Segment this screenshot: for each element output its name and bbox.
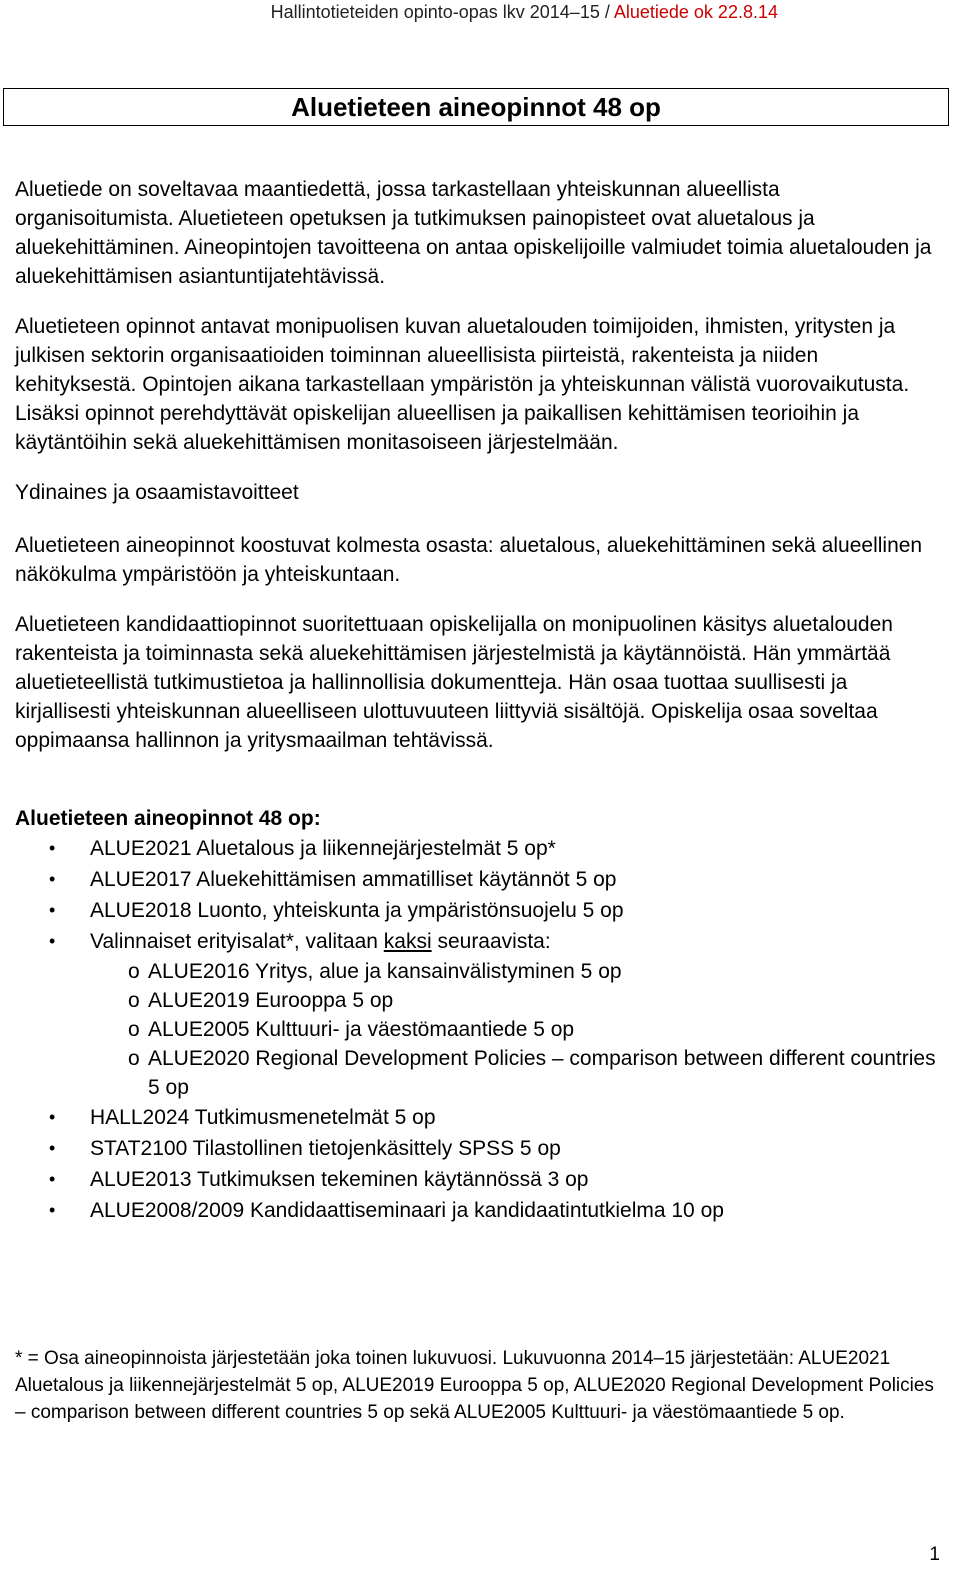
bullet-icon: • [49,1169,56,1189]
circle-bullet-icon: o [128,1047,140,1070]
course-text: ALUE2005 Kulttuuri- ja väestömaantiede 5 op [148,1018,575,1041]
learning-outcomes-paragraph: Aluetieteen kandidaattiopinnot suoritettuaan opiskelijalla on monipuolinen käsitys aluetalouden rakenteista ja toiminnasta sekä aluekehittämisen järjestelmistä ja käytännöistä. Hän ymmärtää aluetieteellistä tutkimustietoa ja hallinnollisia dokumentteja. Hän osaa tuottaa suullisesti ja kirjallisesti yhteiskunnan alueelliseen ulottuvuuteen liittyviä sisältöjä. Opiskelija osaa soveltaa oppimaansa hallinnon ja yritysmaailman tehtävissä. [15,613,893,752]
list-item [15,1133,940,1164]
course-text: ALUE2020 Regional Development Policies – comparison between different countries 5 op [148,1047,936,1099]
circle-bullet-icon: o [128,960,140,983]
course-text: HALL2024 Tutkimusmenetelmät 5 op [90,1106,436,1129]
course-list [15,833,940,1226]
course-text: ALUE2018 Luonto, yhteiskunta ja ympäristönsuojelu 5 op [90,899,624,922]
page-number: 1 [929,1544,940,1565]
bullet-icon: • [49,931,56,951]
course-text: ALUE2021 Aluetalous ja liikennejärjestelmät 5 op* [90,837,556,860]
intro-paragraph: Aluetiede on soveltavaa maantiedettä, jossa tarkastellaan yhteiskunnan alueellista organisoitumista. Aluetieteen opetuksen ja tutkimuksen painopisteet ovat aluetalous ja aluekehittäminen. Aineopintojen tavoitteena on antaa opiskelijoille valmiudet toimia aluetalouden ja aluekehittämisen asiantuntijatehtävissä. [15,178,932,288]
sub-list-item [90,957,940,986]
course-text: ALUE2017 Aluekehittämisen ammatilliset käytännöt 5 op [90,868,617,891]
list-item [15,895,940,926]
list-item [15,1195,940,1226]
circle-bullet-icon: o [128,989,140,1012]
bullet-icon: • [49,838,56,858]
bullet-icon: • [49,1138,56,1158]
list-item-electives [15,926,940,1102]
list-item [15,833,940,864]
course-text: ALUE2019 Eurooppa 5 op [148,989,394,1012]
page-header [271,2,778,23]
list-item [15,1102,940,1133]
elective-options [90,957,940,1102]
course-text: STAT2100 Tilastollinen tietojenkäsittely SPSS 5 op [90,1137,561,1160]
header-version: Aluetiede ok 22.8.14 [613,2,778,22]
main-content [15,175,940,1226]
sub-list-item [90,1015,940,1044]
circle-bullet-icon: o [128,1018,140,1041]
sub-list-item [90,1044,940,1102]
course-text: ALUE2013 Tutkimuksen tekeminen käytännössä 3 op [90,1168,589,1191]
description-paragraph: Aluetieteen opinnot antavat monipuolisen kuvan aluetalouden toimijoiden, ihmisten, yritysten ja julkisen sektorin organisaatioiden toiminnan alueellisista piirteistä, rakenteista ja niiden kehityksestä. Opintojen aikana tarkastellaan ympäristön ja yhteiskunnan välistä vuorovaikutusta. Lisäksi opinnot perehdyttävät opiskelijan alueellisen ja paikallisen kehittämisen teorioihin ja käytäntöihin sekä aluekehittämisen monitasoiseen järjestelmään. [15,315,910,454]
list-item [15,864,940,895]
course-list-title: Aluetieteen aineopinnot 48 op: [15,807,321,830]
page-title: Aluetieteen aineopinnot 48 op [291,92,661,122]
bullet-icon: • [49,900,56,920]
sub-list-item [90,986,940,1015]
footnote: * = Osa aineopinnoista järjestetään joka toinen lukuvuosi. Lukuvuonna 2014–15 järjestetään: ALUE2021 Aluetalous ja liikennejärjestelmät 5 op, ALUE2019 Eurooppa 5 op, ALUE2020 Regional Development Policies – comparison between different countries 5 op sekä ALUE2005 Kulttuuri- ja väestömaantiede 5 op. [15,1348,934,1423]
elective-count: kaksi [383,930,432,953]
header-course-guide: Hallintotieteiden opinto-opas lkv 2014–15 / [270,2,614,22]
course-text: ALUE2016 Yritys, alue ja kansainvälistyminen 5 op [148,960,622,983]
bullet-icon: • [49,1107,56,1127]
elective-prefix: Valinnaiset erityisalat*, valitaan [90,930,384,953]
list-item [15,1164,940,1195]
elective-suffix: seuraavista: [431,930,551,953]
bullet-icon: • [49,1200,56,1220]
structure-paragraph: Aluetieteen aineopinnot koostuvat kolmesta osasta: aluetalous, aluekehittäminen sekä alueellinen näkökulma ympäristöön ja yhteiskuntaan. [15,534,923,586]
title-box [3,88,949,126]
bullet-icon: • [49,869,56,889]
section-heading: Ydinaines ja osaamistavoitteet [15,481,299,504]
course-text: ALUE2008/2009 Kandidaattiseminaari ja kandidaatintutkielma 10 op [90,1199,724,1222]
